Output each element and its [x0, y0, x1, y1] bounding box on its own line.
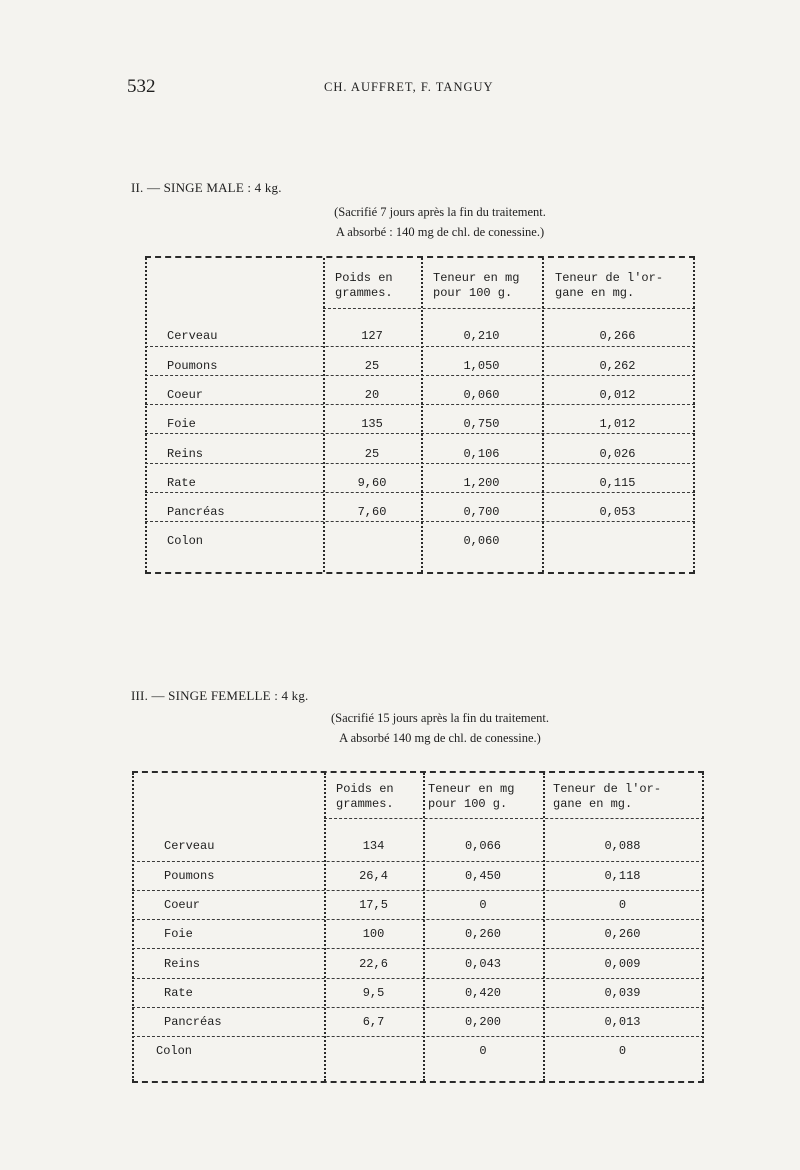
- row-organ: Rate: [164, 986, 193, 1000]
- column-rule: [693, 258, 695, 572]
- row-teneur-100g: 0,106: [463, 447, 500, 461]
- row-organ: Cerveau: [164, 839, 215, 853]
- column-header-teneur-100g: Teneur en mg pour 100 g.: [428, 782, 515, 811]
- row-teneur-organe: 0: [618, 898, 627, 912]
- row-rule: [132, 890, 704, 891]
- row-rule: [145, 521, 695, 522]
- section-title: III. — SINGE FEMELLE : 4 kg.: [131, 688, 309, 703]
- section-note-line1: (Sacrifié 15 jours après la fin du traitement.: [331, 711, 549, 725]
- row-teneur-organe: 0,039: [604, 986, 641, 1000]
- row-rule: [145, 346, 695, 347]
- row-teneur-organe: 0,026: [599, 447, 636, 461]
- row-teneur-100g: 1,050: [463, 359, 500, 373]
- row-poids: 135: [361, 417, 383, 431]
- row-teneur-organe: 0,266: [599, 329, 636, 343]
- column-header-poids: Poids en grammes.: [336, 782, 394, 811]
- row-organ: Pancréas: [167, 505, 225, 519]
- row-rule: [145, 404, 695, 405]
- row-organ: Reins: [167, 447, 204, 461]
- row-teneur-100g: 0,420: [464, 986, 501, 1000]
- row-teneur-100g: 1,200: [463, 476, 500, 490]
- column-rule: [542, 258, 544, 572]
- row-poids: 26,4: [359, 869, 388, 883]
- row-teneur-100g: 0,200: [464, 1015, 501, 1029]
- section-note-line2: A absorbé 140 mg de chl. de conessine.): [339, 731, 541, 745]
- row-organ: Poumons: [164, 869, 215, 883]
- column-rule: [132, 773, 134, 1081]
- column-header-teneur-100g: Teneur en mg pour 100 g.: [433, 271, 520, 300]
- row-organ: Cerveau: [167, 329, 218, 343]
- row-organ: Foie: [167, 417, 196, 431]
- row-poids: 6,7: [362, 1015, 385, 1029]
- row-organ: Colon: [167, 534, 204, 548]
- column-header-teneur-organe: Teneur de l'or- gane en mg.: [555, 271, 664, 300]
- row-poids: 134: [362, 839, 385, 853]
- row-poids: 22,6: [359, 957, 388, 971]
- row-rule: [132, 919, 704, 920]
- row-rule: [132, 1007, 704, 1008]
- row-teneur-organe: 1,012: [599, 417, 636, 431]
- row-rule: [132, 978, 704, 979]
- row-organ: Pancréas: [164, 1015, 222, 1029]
- data-table: [132, 771, 704, 1083]
- row-organ: Coeur: [164, 898, 201, 912]
- row-rule: [145, 492, 695, 493]
- row-teneur-100g: 0,450: [464, 869, 501, 883]
- column-rule: [421, 258, 423, 572]
- row-organ: Reins: [164, 957, 201, 971]
- row-poids: 25: [364, 359, 380, 373]
- row-rule: [145, 375, 695, 376]
- row-poids: 7,60: [357, 505, 387, 519]
- section-note-line2: A absorbé : 140 mg de chl. de conessine.): [335, 225, 545, 239]
- row-organ: Rate: [167, 476, 196, 490]
- page-number: 532: [127, 76, 156, 97]
- row-organ: Coeur: [167, 388, 204, 402]
- row-teneur-organe: 0,262: [599, 359, 636, 373]
- row-poids: 9,60: [357, 476, 387, 490]
- row-teneur-100g: 0,060: [463, 534, 500, 548]
- row-poids: 127: [361, 329, 383, 343]
- row-rule: [145, 463, 695, 464]
- row-teneur-100g: 0: [479, 898, 487, 912]
- section-title: II. — SINGE MALE : 4 kg.: [131, 180, 282, 195]
- header-rule: [323, 308, 695, 309]
- row-teneur-100g: 0,700: [463, 505, 500, 519]
- row-teneur-100g: 0,750: [463, 417, 500, 431]
- column-rule: [323, 258, 325, 572]
- column-rule: [702, 773, 704, 1081]
- row-poids: 25: [364, 447, 380, 461]
- row-teneur-organe: 0,260: [604, 927, 641, 941]
- row-teneur-100g: 0: [479, 1044, 487, 1058]
- row-teneur-organe: 0,115: [599, 476, 636, 490]
- row-teneur-organe: 0,009: [604, 957, 641, 971]
- row-organ: Foie: [164, 927, 193, 941]
- row-teneur-100g: 0,043: [464, 957, 501, 971]
- row-teneur-organe: 0,012: [599, 388, 636, 402]
- column-rule: [145, 258, 147, 572]
- row-teneur-100g: 0,210: [463, 329, 500, 343]
- row-poids: 100: [362, 927, 385, 941]
- row-teneur-100g: 0,260: [464, 927, 501, 941]
- row-poids: 9,5: [362, 986, 385, 1000]
- row-rule: [132, 948, 704, 949]
- running-head: CH. AUFFRET, F. TANGUY: [324, 80, 494, 94]
- row-teneur-organe: 0: [618, 1044, 627, 1058]
- row-teneur-organe: 0,053: [599, 505, 636, 519]
- row-organ: Colon: [156, 1044, 193, 1058]
- row-poids: 20: [364, 388, 380, 402]
- column-header-teneur-organe: Teneur de l'or- gane en mg.: [553, 782, 662, 811]
- row-teneur-organe: 0,013: [604, 1015, 641, 1029]
- row-rule: [145, 433, 695, 434]
- row-rule: [132, 861, 704, 862]
- column-header-poids: Poids en grammes.: [335, 271, 393, 300]
- row-teneur-100g: 0,060: [463, 388, 500, 402]
- row-teneur-organe: 0,118: [604, 869, 641, 883]
- row-rule: [132, 1036, 704, 1037]
- row-teneur-100g: 0,066: [464, 839, 501, 853]
- row-teneur-organe: 0,088: [604, 839, 641, 853]
- header-rule: [324, 818, 704, 819]
- section-note-line1: (Sacrifié 7 jours après la fin du traitement.: [334, 205, 546, 219]
- row-organ: Poumons: [167, 359, 218, 373]
- row-poids: 17,5: [359, 898, 388, 912]
- data-table: [145, 256, 695, 574]
